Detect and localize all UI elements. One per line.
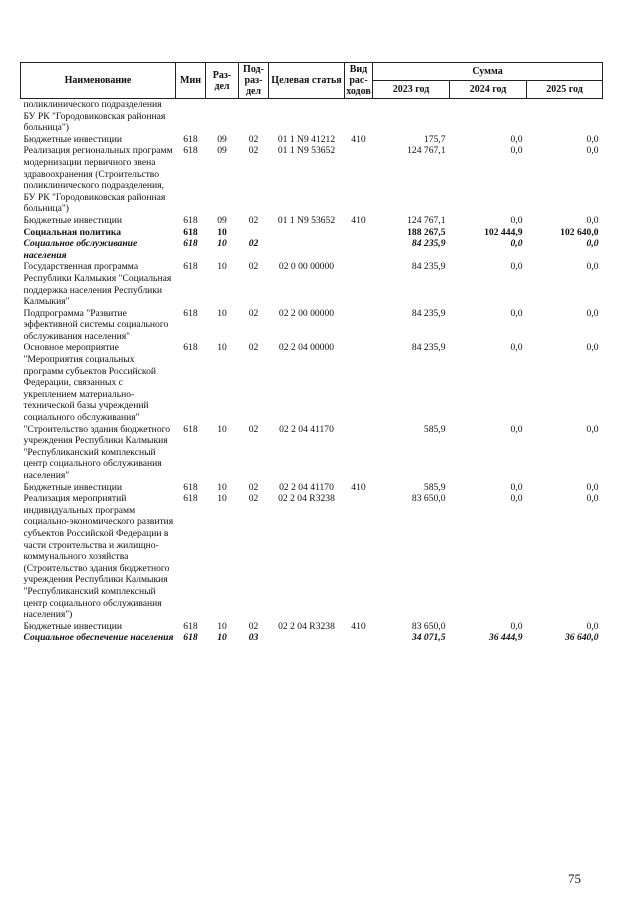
- header-sum: Сумма: [373, 63, 603, 81]
- cell-target-article: [269, 238, 345, 261]
- cell-section: 10: [217, 226, 227, 238]
- cell-sum-2024: 0,0: [510, 493, 523, 505]
- table-row: [21, 342, 603, 423]
- cell-subsection: 02: [248, 620, 259, 632]
- header-target-article: Целевая статья: [269, 63, 345, 99]
- cell-name: Бюджетные инвестиции: [23, 214, 122, 226]
- cell-expense-type: [345, 493, 373, 621]
- cell-expense-type: 410: [351, 620, 366, 632]
- cell-section: 10: [217, 261, 227, 273]
- cell-ministry: 618: [183, 342, 198, 354]
- cell-ministry: 618: [183, 226, 198, 238]
- cell-ministry: 618: [183, 632, 198, 644]
- cell-sum-2025: 0,0: [586, 238, 599, 250]
- cell-section: 10: [217, 307, 227, 319]
- cell-sum-2025: 0,0: [586, 620, 599, 632]
- cell-sum-2023: 34 071,5: [411, 632, 446, 644]
- cell-sum-2023: [373, 99, 450, 134]
- cell-subsection: 02: [248, 214, 259, 226]
- cell-sum-2025: 0,0: [586, 481, 599, 493]
- cell-sum-2023: 84 235,9: [411, 261, 446, 273]
- cell-section: 10: [217, 620, 227, 632]
- cell-name: Подпрограмма "Развитие эффективной системы социального обслуживания населения": [23, 307, 169, 342]
- cell-name: Бюджетные инвестиции: [23, 481, 122, 493]
- page-number: 75: [568, 871, 581, 886]
- cell-sum-2025: 0,0: [586, 145, 599, 157]
- cell-sum-2025: 102 640,0: [560, 226, 599, 238]
- cell-subsection: [239, 227, 269, 239]
- cell-sum-2024: 0,0: [510, 214, 523, 226]
- table-row: [21, 134, 603, 146]
- cell-subsection: [239, 99, 269, 134]
- header-2023: 2023 год: [373, 81, 450, 99]
- cell-section: [206, 99, 239, 134]
- cell-sum-2024: 0,0: [510, 342, 523, 354]
- table-row: [21, 424, 603, 482]
- cell-target-article: 01 1 N9 53652: [277, 145, 336, 157]
- cell-subsection: 02: [248, 342, 259, 354]
- cell-expense-type: [345, 227, 373, 239]
- cell-section: 10: [217, 481, 227, 493]
- table-row: [21, 215, 603, 227]
- cell-sum-2023: 124 767,1: [407, 214, 446, 226]
- cell-subsection: 03: [248, 632, 259, 644]
- table-row: [21, 227, 603, 239]
- cell-name: поликлинического подразделения БУ РК "Городовиковская районная больница"): [23, 99, 166, 134]
- cell-sum-2023: 188 267,5: [407, 226, 446, 238]
- cell-sum-2025: 0,0: [586, 342, 599, 354]
- cell-target-article: [269, 632, 345, 644]
- cell-sum-2025: 0,0: [586, 214, 599, 226]
- header-expense-type: Вид рас-ходов: [346, 64, 371, 97]
- cell-sum-2023: 175,7: [423, 133, 446, 145]
- table-body: [21, 99, 603, 644]
- table-header: [21, 63, 603, 99]
- cell-sum-2024: 0,0: [510, 145, 523, 157]
- header-razdel: Раз-дел: [206, 63, 239, 99]
- cell-target-article: 01 1 N9 41212: [277, 133, 336, 145]
- cell-section: 10: [217, 493, 227, 505]
- cell-target-article: 02 0 00 00000: [278, 261, 335, 273]
- cell-section: 10: [217, 342, 227, 354]
- cell-section: 09: [217, 133, 227, 145]
- cell-sum-2024: 0,0: [510, 620, 523, 632]
- cell-subsection: 02: [248, 307, 259, 319]
- cell-sum-2023: 84 235,9: [411, 342, 446, 354]
- table-row: [21, 261, 603, 307]
- table-row: [21, 145, 603, 215]
- cell-target-article: [269, 99, 345, 134]
- cell-expense-type: [345, 424, 373, 482]
- cell-sum-2024: 0,0: [510, 261, 523, 273]
- cell-target-article: 01 1 N9 53652: [277, 214, 336, 226]
- cell-sum-2025: 0,0: [586, 307, 599, 319]
- cell-sum-2025: 0,0: [586, 261, 599, 273]
- table-row: [21, 632, 603, 644]
- cell-sum-2024: 102 444,9: [484, 226, 523, 238]
- cell-name: Реализация мероприятий индивидуальных программ социально-экономического развития субъектов Российской Федерации в части строительства и жилищно-коммунального хозяйства (Строительство здания бюджетного учреждения Республики Калмыкия "Республиканский комплексный центр социального обслуживания населения"): [23, 493, 174, 621]
- cell-sum-2023: 585,9: [423, 481, 446, 493]
- cell-sum-2024: 0,0: [510, 238, 523, 250]
- table-row: [21, 99, 603, 134]
- cell-expense-type: [345, 261, 373, 307]
- cell-section: 09: [217, 145, 227, 157]
- cell-target-article: 02 2 00 00000: [278, 307, 335, 319]
- cell-sum-2025: 0,0: [586, 133, 599, 145]
- cell-section: 10: [217, 238, 227, 250]
- budget-table-page: [20, 62, 602, 644]
- cell-sum-2024: [450, 99, 527, 134]
- cell-name: Основное мероприятие "Мероприятия социальных программ субъектов Российской Федерации, связанных с укреплением материально-технической базы учреждений социального обслуживания": [23, 342, 157, 424]
- cell-subsection: 02: [248, 493, 259, 505]
- cell-ministry: 618: [183, 238, 198, 250]
- header-podrazdel: Под-раз-дел: [239, 63, 269, 99]
- cell-sum-2024: 0,0: [510, 307, 523, 319]
- cell-ministry: 618: [183, 133, 198, 145]
- cell-expense-type: [345, 238, 373, 261]
- cell-target-article: 02 2 04 00000: [278, 342, 335, 354]
- budget-table: [20, 62, 603, 644]
- cell-name: Социальная политика: [23, 226, 122, 238]
- cell-sum-2023: 83 650,0: [411, 493, 446, 505]
- cell-target-article: 02 2 04 41170: [279, 481, 334, 493]
- cell-target-article: [269, 227, 345, 239]
- cell-name: Реализация региональных программ модернизации первичного звена здравоохранения (Строительство поликлинического подразделения, БУ РК "Городовиковская районная больница"): [23, 145, 173, 215]
- cell-name: "Строительство здания бюджетного учреждения Республики Калмыкия "Республиканский комплексный центр социального обслуживания населения": [23, 423, 171, 481]
- cell-name: Социальное обслуживание населения: [23, 238, 138, 261]
- header-name: Наименование: [21, 63, 176, 99]
- cell-sum-2025: [527, 99, 603, 134]
- cell-ministry: 618: [183, 481, 198, 493]
- cell-section: 10: [217, 632, 227, 644]
- cell-subsection: 02: [248, 145, 259, 157]
- cell-sum-2024: 0,0: [510, 133, 523, 145]
- cell-ministry: 618: [183, 423, 198, 435]
- cell-sum-2024: 0,0: [510, 423, 523, 435]
- cell-sum-2023: 84 235,9: [411, 307, 446, 319]
- cell-sum-2023: 84 235,9: [411, 238, 446, 250]
- cell-sum-2023: 585,9: [423, 423, 446, 435]
- cell-target-article: 02 2 04 R3238: [278, 620, 335, 632]
- cell-subsection: 02: [248, 261, 259, 273]
- table-row: [21, 493, 603, 621]
- cell-sum-2024: 0,0: [510, 481, 523, 493]
- cell-ministry: 618: [183, 261, 198, 273]
- cell-sum-2023: 83 650,0: [411, 620, 446, 632]
- cell-subsection: 02: [248, 423, 259, 435]
- cell-ministry: [176, 99, 206, 134]
- cell-expense-type: [345, 99, 373, 134]
- header-min: Мин: [176, 63, 206, 99]
- cell-sum-2025: 0,0: [586, 493, 599, 505]
- cell-expense-type: [345, 632, 373, 644]
- cell-name: Социальное обеспечение населения: [23, 632, 174, 644]
- cell-name: Государственная программа Республики Калмыкия "Социальная поддержка населения Республики Калмыкия": [23, 261, 172, 308]
- cell-expense-type: 410: [351, 133, 366, 145]
- cell-subsection: 02: [248, 481, 259, 493]
- cell-name: Бюджетные инвестиции: [23, 620, 122, 632]
- table-row: [21, 482, 603, 494]
- cell-sum-2025: 36 640,0: [564, 632, 599, 644]
- table-row: [21, 238, 603, 261]
- cell-sum-2024: 36 444,9: [488, 632, 523, 644]
- cell-target-article: 02 2 04 R3238: [278, 493, 335, 505]
- cell-expense-type: 410: [351, 481, 366, 493]
- cell-subsection: 02: [248, 133, 259, 145]
- cell-subsection: 02: [248, 238, 259, 250]
- cell-expense-type: 410: [351, 214, 366, 226]
- cell-target-article: 02 2 04 41170: [279, 423, 334, 435]
- table-row: [21, 621, 603, 633]
- header-2025: 2025 год: [527, 81, 603, 99]
- cell-expense-type: [345, 145, 373, 215]
- cell-ministry: 618: [183, 145, 198, 157]
- cell-section: 09: [217, 214, 227, 226]
- cell-ministry: 618: [183, 620, 198, 632]
- cell-name: Бюджетные инвестиции: [23, 133, 122, 145]
- cell-ministry: 618: [183, 214, 198, 226]
- cell-ministry: 618: [183, 307, 198, 319]
- cell-section: 10: [217, 423, 227, 435]
- cell-expense-type: [345, 308, 373, 343]
- cell-ministry: 618: [183, 493, 198, 505]
- table-row: [21, 308, 603, 343]
- cell-sum-2025: 0,0: [586, 423, 599, 435]
- header-2024: 2024 год: [450, 81, 527, 99]
- cell-expense-type: [345, 342, 373, 423]
- cell-sum-2023: 124 767,1: [407, 145, 446, 157]
